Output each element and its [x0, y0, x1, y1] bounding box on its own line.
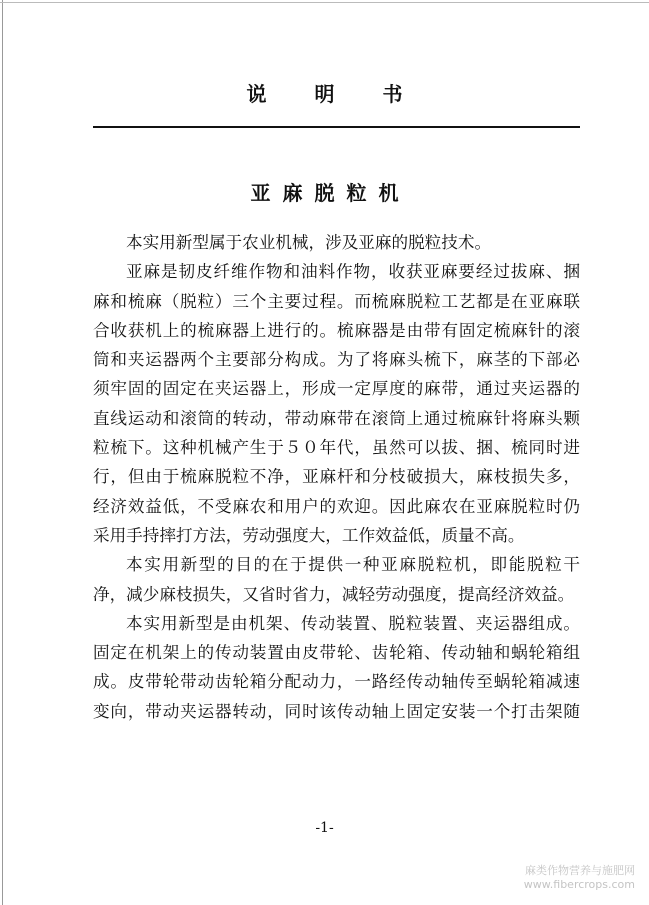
- page-number: -1-: [315, 820, 334, 836]
- paragraph-structure: [93, 609, 580, 726]
- heading-char: 机: [378, 181, 399, 205]
- text-line: 合收获机上的梳麻器上进行的。梳麻器是由带有固定梳麻针的滚: [93, 320, 580, 340]
- text-line: 直线运动和滚筒的转动，带动麻带在滚筒上通过梳麻针将麻头颗: [93, 408, 580, 428]
- site-watermark: [495, 864, 635, 892]
- text-line: 本实用新型是由机架、传动装置、脱粒装置、夹运器组成。: [126, 613, 580, 633]
- text-line: 采用手持摔打方法，劳动强度大，工作效益低，质量不高。: [93, 525, 525, 545]
- scan-border-top: [0, 2, 649, 3]
- title-divider-rule: [93, 126, 580, 128]
- watermark-url: www.fibercrops.com: [523, 878, 635, 891]
- text-line: 亚麻是韧皮纤维作物和油料作物，收获亚麻要经过拔麻、捆: [126, 262, 580, 282]
- document-title-char: 书: [382, 82, 403, 106]
- invention-heading: [0, 177, 649, 206]
- paragraph-field-of-invention: [93, 228, 580, 257]
- text-line: 固定在机架上的传动装置由皮带轮、齿轮箱、传动轴和蜗轮箱组: [93, 643, 580, 663]
- scan-border-left: [2, 0, 3, 905]
- body-text: [93, 228, 580, 726]
- text-line: 粒梳下。这种机械产生于５０年代，虽然可以拔、捆、梳同时进: [93, 438, 580, 458]
- document-title-char: 明: [314, 82, 335, 106]
- text-line: 成。皮带轮带动齿轮箱分配动力，一路经传动轴传至蜗轮箱减速: [93, 672, 580, 692]
- text-line: 须牢固的固定在夹运器上，形成一定厚度的麻带，通过夹运器的: [93, 379, 580, 399]
- document-title: [0, 78, 649, 107]
- heading-char: 粒: [346, 181, 367, 205]
- document-title-char: 说: [246, 82, 267, 106]
- text-line: 本实用新型的目的在于提供一种亚麻脱粒机，即能脱粒干: [126, 555, 580, 575]
- paragraph-background: [93, 257, 580, 550]
- heading-char: 亚: [250, 181, 271, 205]
- text-line: 经济效益低，不受麻农和用户的欢迎。因此麻农在亚麻脱粒时仍: [93, 496, 580, 516]
- heading-char: 脱: [314, 181, 335, 205]
- text-line: 净，减少麻枝损失，又省时省力，减轻劳动强度，提高经济效益。: [93, 584, 575, 604]
- text-line: 变向，带动夹运器转动，同时该传动轴上固定安装一个打击架随: [93, 701, 580, 721]
- text-line: 本实用新型属于农业机械，涉及亚麻的脱粒技术。: [126, 233, 492, 252]
- text-line: 麻和梳麻（脱粒）三个主要过程。而梳麻脱粒工艺都是在亚麻联: [93, 291, 580, 311]
- watermark-site-name: 麻类作物营养与施肥网: [525, 864, 635, 877]
- text-line: 行，但由于梳麻脱粒不净，亚麻杆和分枝破损大，麻枝损失多，: [93, 467, 580, 487]
- text-line: 筒和夹运器两个主要部分构成。为了将麻头梳下，麻茎的下部必: [93, 350, 580, 370]
- paragraph-purpose: [93, 550, 580, 609]
- heading-char: 麻: [282, 181, 303, 205]
